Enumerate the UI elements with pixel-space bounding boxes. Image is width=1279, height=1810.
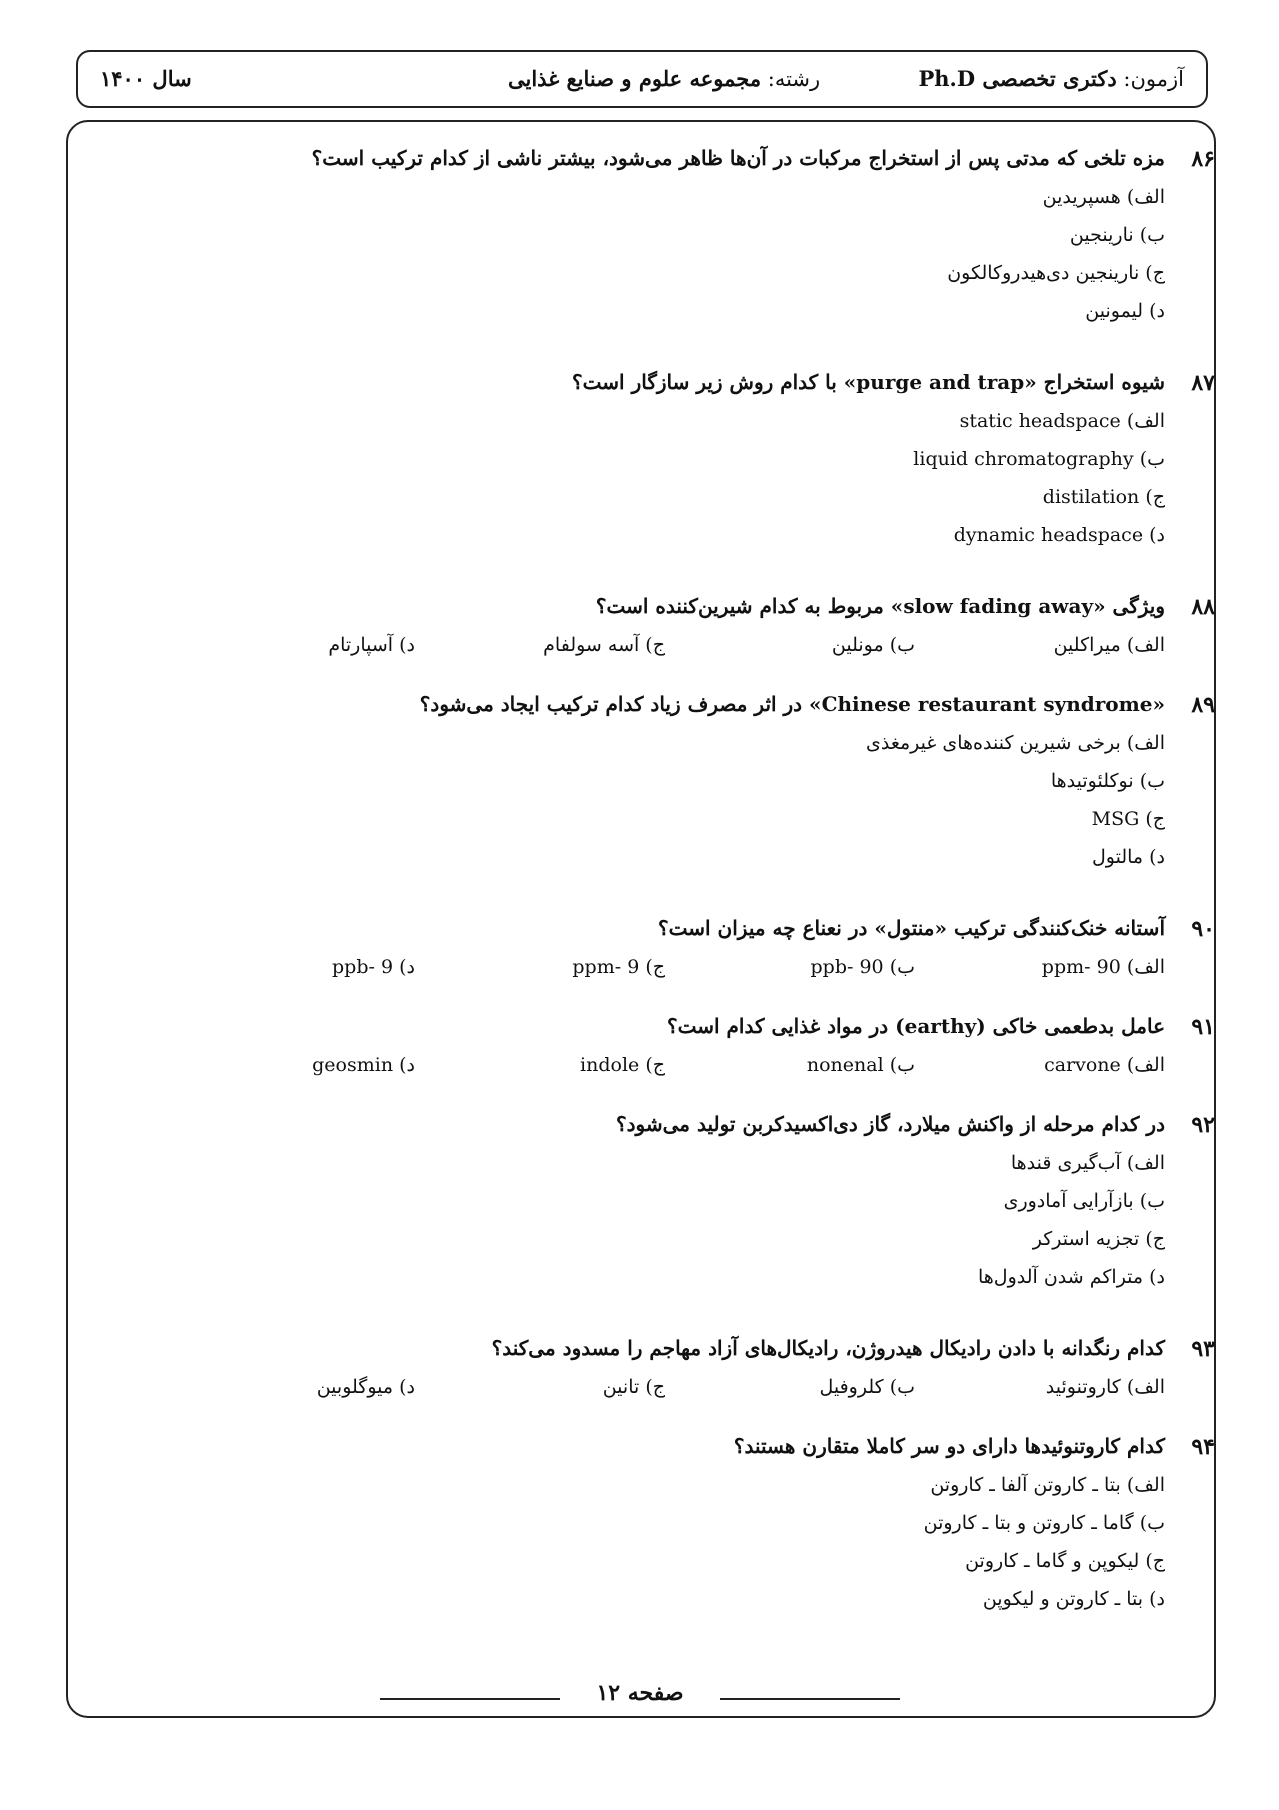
option-a: الف) برخی شیرین کننده‌های غیرمغذی <box>865 732 1165 754</box>
exam-header <box>76 50 1208 108</box>
option-b: ب) nonenal <box>806 1054 915 1076</box>
question-text: در کدام مرحله از واکنش میلارد، گاز دی‌اکسیدکربن تولید می‌شود؟ <box>616 1112 1165 1136</box>
option-d: د) میوگلوبین <box>316 1376 415 1398</box>
question-text: عامل بدطعمی خاکی (earthy) در مواد غذایی کدام است؟ <box>666 1014 1165 1038</box>
option-a: الف) بتا ـ کاروتن آلفا ـ کاروتن <box>930 1474 1165 1496</box>
option-b: ب) 90 -ppb <box>810 956 915 978</box>
question-number: ۹۲ <box>1191 1112 1215 1138</box>
option-c: ج) distilation <box>1042 486 1165 508</box>
question-number: ۸۸ <box>1191 594 1215 620</box>
option-c: ج) لیکوپن و گاما ـ کاروتن <box>965 1550 1165 1572</box>
exam-value: دکتری تخصصی Ph.D <box>918 66 1117 91</box>
option-a: الف) static headspace <box>959 410 1165 432</box>
question-number: ۹۴ <box>1191 1434 1215 1460</box>
option-a: الف) کاروتنوئید <box>1045 1376 1165 1398</box>
question-number: ۸۷ <box>1191 370 1215 396</box>
question-number: ۹۰ <box>1191 916 1215 942</box>
question-text: کدام کاروتنوئیدها دارای دو سر کاملا متقارن هستند؟ <box>733 1434 1165 1458</box>
exam-label: آزمون: <box>1123 67 1184 91</box>
option-c: ج) 9 -ppm <box>572 956 665 978</box>
option-c: ج) نارینجین دی‌هیدروکالکون <box>947 262 1165 284</box>
option-c: ج) تجزیه استرکر <box>1032 1228 1165 1250</box>
option-a: الف) هسپریدین <box>1042 186 1165 208</box>
question-number: ۹۱ <box>1191 1014 1215 1040</box>
footer-rule-left <box>380 1698 560 1700</box>
option-d: د) مالتول <box>1091 846 1165 868</box>
option-c: ج) آسه سولفام <box>543 634 665 656</box>
option-b: ب) کلروفیل <box>819 1376 915 1398</box>
footer-rule-right <box>720 1698 900 1700</box>
exam-title <box>918 66 1184 91</box>
option-b: ب) نوکلئوتیدها <box>1050 770 1165 792</box>
field-value: مجموعه علوم و صنایع غذایی <box>508 66 762 91</box>
option-a: الف) آب‌گیری قندها <box>1010 1152 1165 1174</box>
option-a: الف) 90 -ppm <box>1041 956 1165 978</box>
option-c: ج) MSG <box>1091 808 1165 830</box>
option-a: الف) میراکلین <box>1053 634 1165 656</box>
question-number: ۹۳ <box>1191 1336 1215 1362</box>
question-text: «Chinese restaurant syndrome» در اثر مصرف زیاد کدام ترکیب ایجاد می‌شود؟ <box>419 692 1165 716</box>
option-b: ب) گاما ـ کاروتن و بتا ـ کاروتن <box>923 1512 1165 1534</box>
field-title <box>508 66 820 91</box>
option-b: ب) بازآرایی آمادوری <box>1003 1190 1165 1212</box>
option-a: الف) carvone <box>1044 1054 1165 1076</box>
question-text: شیوه استخراج «purge and trap» با کدام روش زیر سازگار است؟ <box>572 370 1165 394</box>
question-number: ۸۹ <box>1191 692 1215 718</box>
option-d: د) geosmin <box>312 1054 415 1076</box>
field-label: رشته: <box>767 67 821 91</box>
option-d: د) بتا ـ کاروتن و لیکوپن <box>982 1588 1165 1610</box>
question-number: ۸۶ <box>1191 146 1215 172</box>
option-d: د) dynamic headspace <box>953 524 1165 546</box>
option-d: د) لیمونین <box>1085 300 1165 322</box>
option-c: ج) indole <box>580 1054 665 1076</box>
option-b: ب) liquid chromatography <box>913 448 1165 470</box>
question-text: آستانه خنک‌کنندگی ترکیب «منتول» در نعناع چه میزان است؟ <box>658 916 1165 940</box>
option-c: ج) تانین <box>602 1376 665 1398</box>
option-d: د) آسپارتام <box>328 634 415 656</box>
question-text: مزه تلخی که مدتی پس از استخراج مرکبات در آن‌ها ظاهر می‌شود، بیشتر ناشی از کدام ترکیب است؟ <box>311 146 1165 170</box>
option-b: ب) نارینجین <box>1069 224 1165 246</box>
option-b: ب) مونلین <box>831 634 915 656</box>
exam-year: سال ۱۴۰۰ <box>100 66 192 91</box>
option-d: د) 9 -ppb <box>332 956 415 978</box>
question-text: ویژگی «slow fading away» مربوط به کدام شیرین‌کننده است؟ <box>595 594 1165 618</box>
option-d: د) متراکم شدن آلدول‌ها <box>977 1266 1165 1288</box>
page-number: صفحه ۱۲ <box>575 1680 705 1706</box>
question-text: کدام رنگدانه با دادن رادیکال هیدروژن، رادیکال‌های آزاد مهاجم را مسدود می‌کند؟ <box>491 1336 1165 1360</box>
